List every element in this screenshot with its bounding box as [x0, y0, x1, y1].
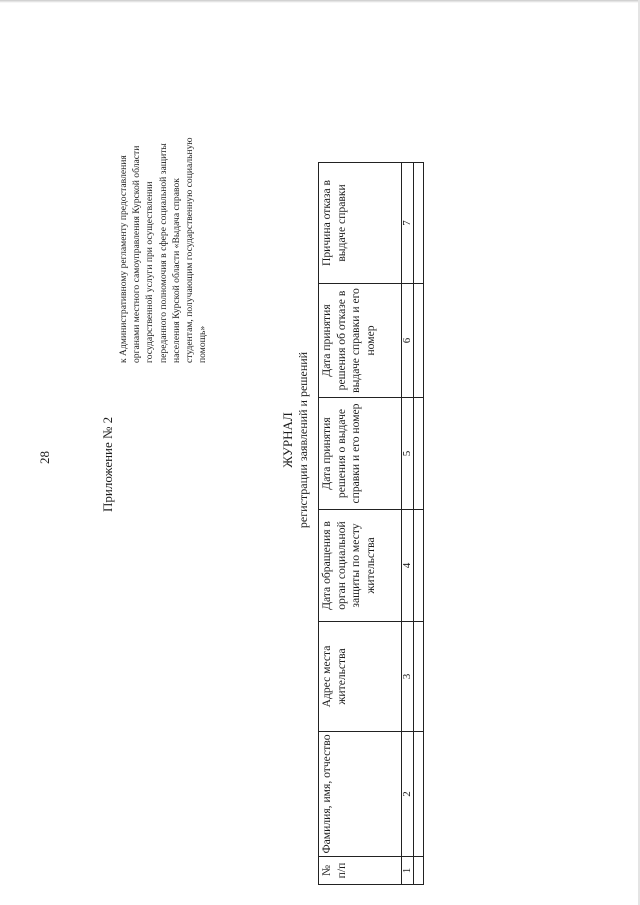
column-number-cell: 6	[402, 284, 414, 398]
column-number-cell: 4	[402, 510, 414, 622]
column-number-cell: 3	[402, 622, 414, 732]
table-column-numbers-row	[402, 163, 414, 885]
column-number-cell: 1	[402, 857, 414, 885]
column-header-application-date: Дата обращения в орган социальной защиты по месту жительства	[319, 510, 402, 622]
column-header-issue-decision: Дата принятия решения о выдаче справки и его номер	[319, 398, 402, 510]
column-header-address: Адрес места жительства	[319, 622, 402, 732]
journal-title: ЖУРНАЛ	[280, 412, 295, 468]
column-number-cell: 2	[402, 732, 414, 857]
empty-cell	[414, 398, 424, 510]
empty-cell	[414, 732, 424, 857]
register-table	[318, 162, 424, 885]
empty-cell	[414, 857, 424, 885]
column-header-refusal-decision: Дата принятия решения об отказе в выдаче справки и его номер	[319, 284, 402, 398]
empty-cell	[414, 622, 424, 732]
column-header-full-name: Фамилия, имя, отчество	[319, 732, 402, 857]
column-header-refusal-reason: Причина отказа в выдаче справки	[319, 163, 402, 284]
table-empty-row	[414, 163, 424, 885]
appendix-title: Приложение № 2	[100, 416, 115, 512]
empty-cell	[414, 163, 424, 284]
empty-cell	[414, 284, 424, 398]
column-number-cell: 7	[402, 163, 414, 284]
appendix-text: к Административному регламенту предоставления органами местного самоуправления Курской области государственной услуги при осуществлении переданного полномочия в сфере социальной защиты населения Курской области «Выдача справок студентам, получающим государственную социальную помощь»	[118, 137, 209, 363]
table-header-row	[319, 163, 402, 885]
journal-subtitle: регистрации заявлений и решений	[296, 351, 310, 529]
empty-cell	[414, 510, 424, 622]
column-number-cell: 5	[402, 398, 414, 510]
column-header-number: № п/п	[319, 857, 402, 885]
page-number: 28	[37, 451, 52, 464]
